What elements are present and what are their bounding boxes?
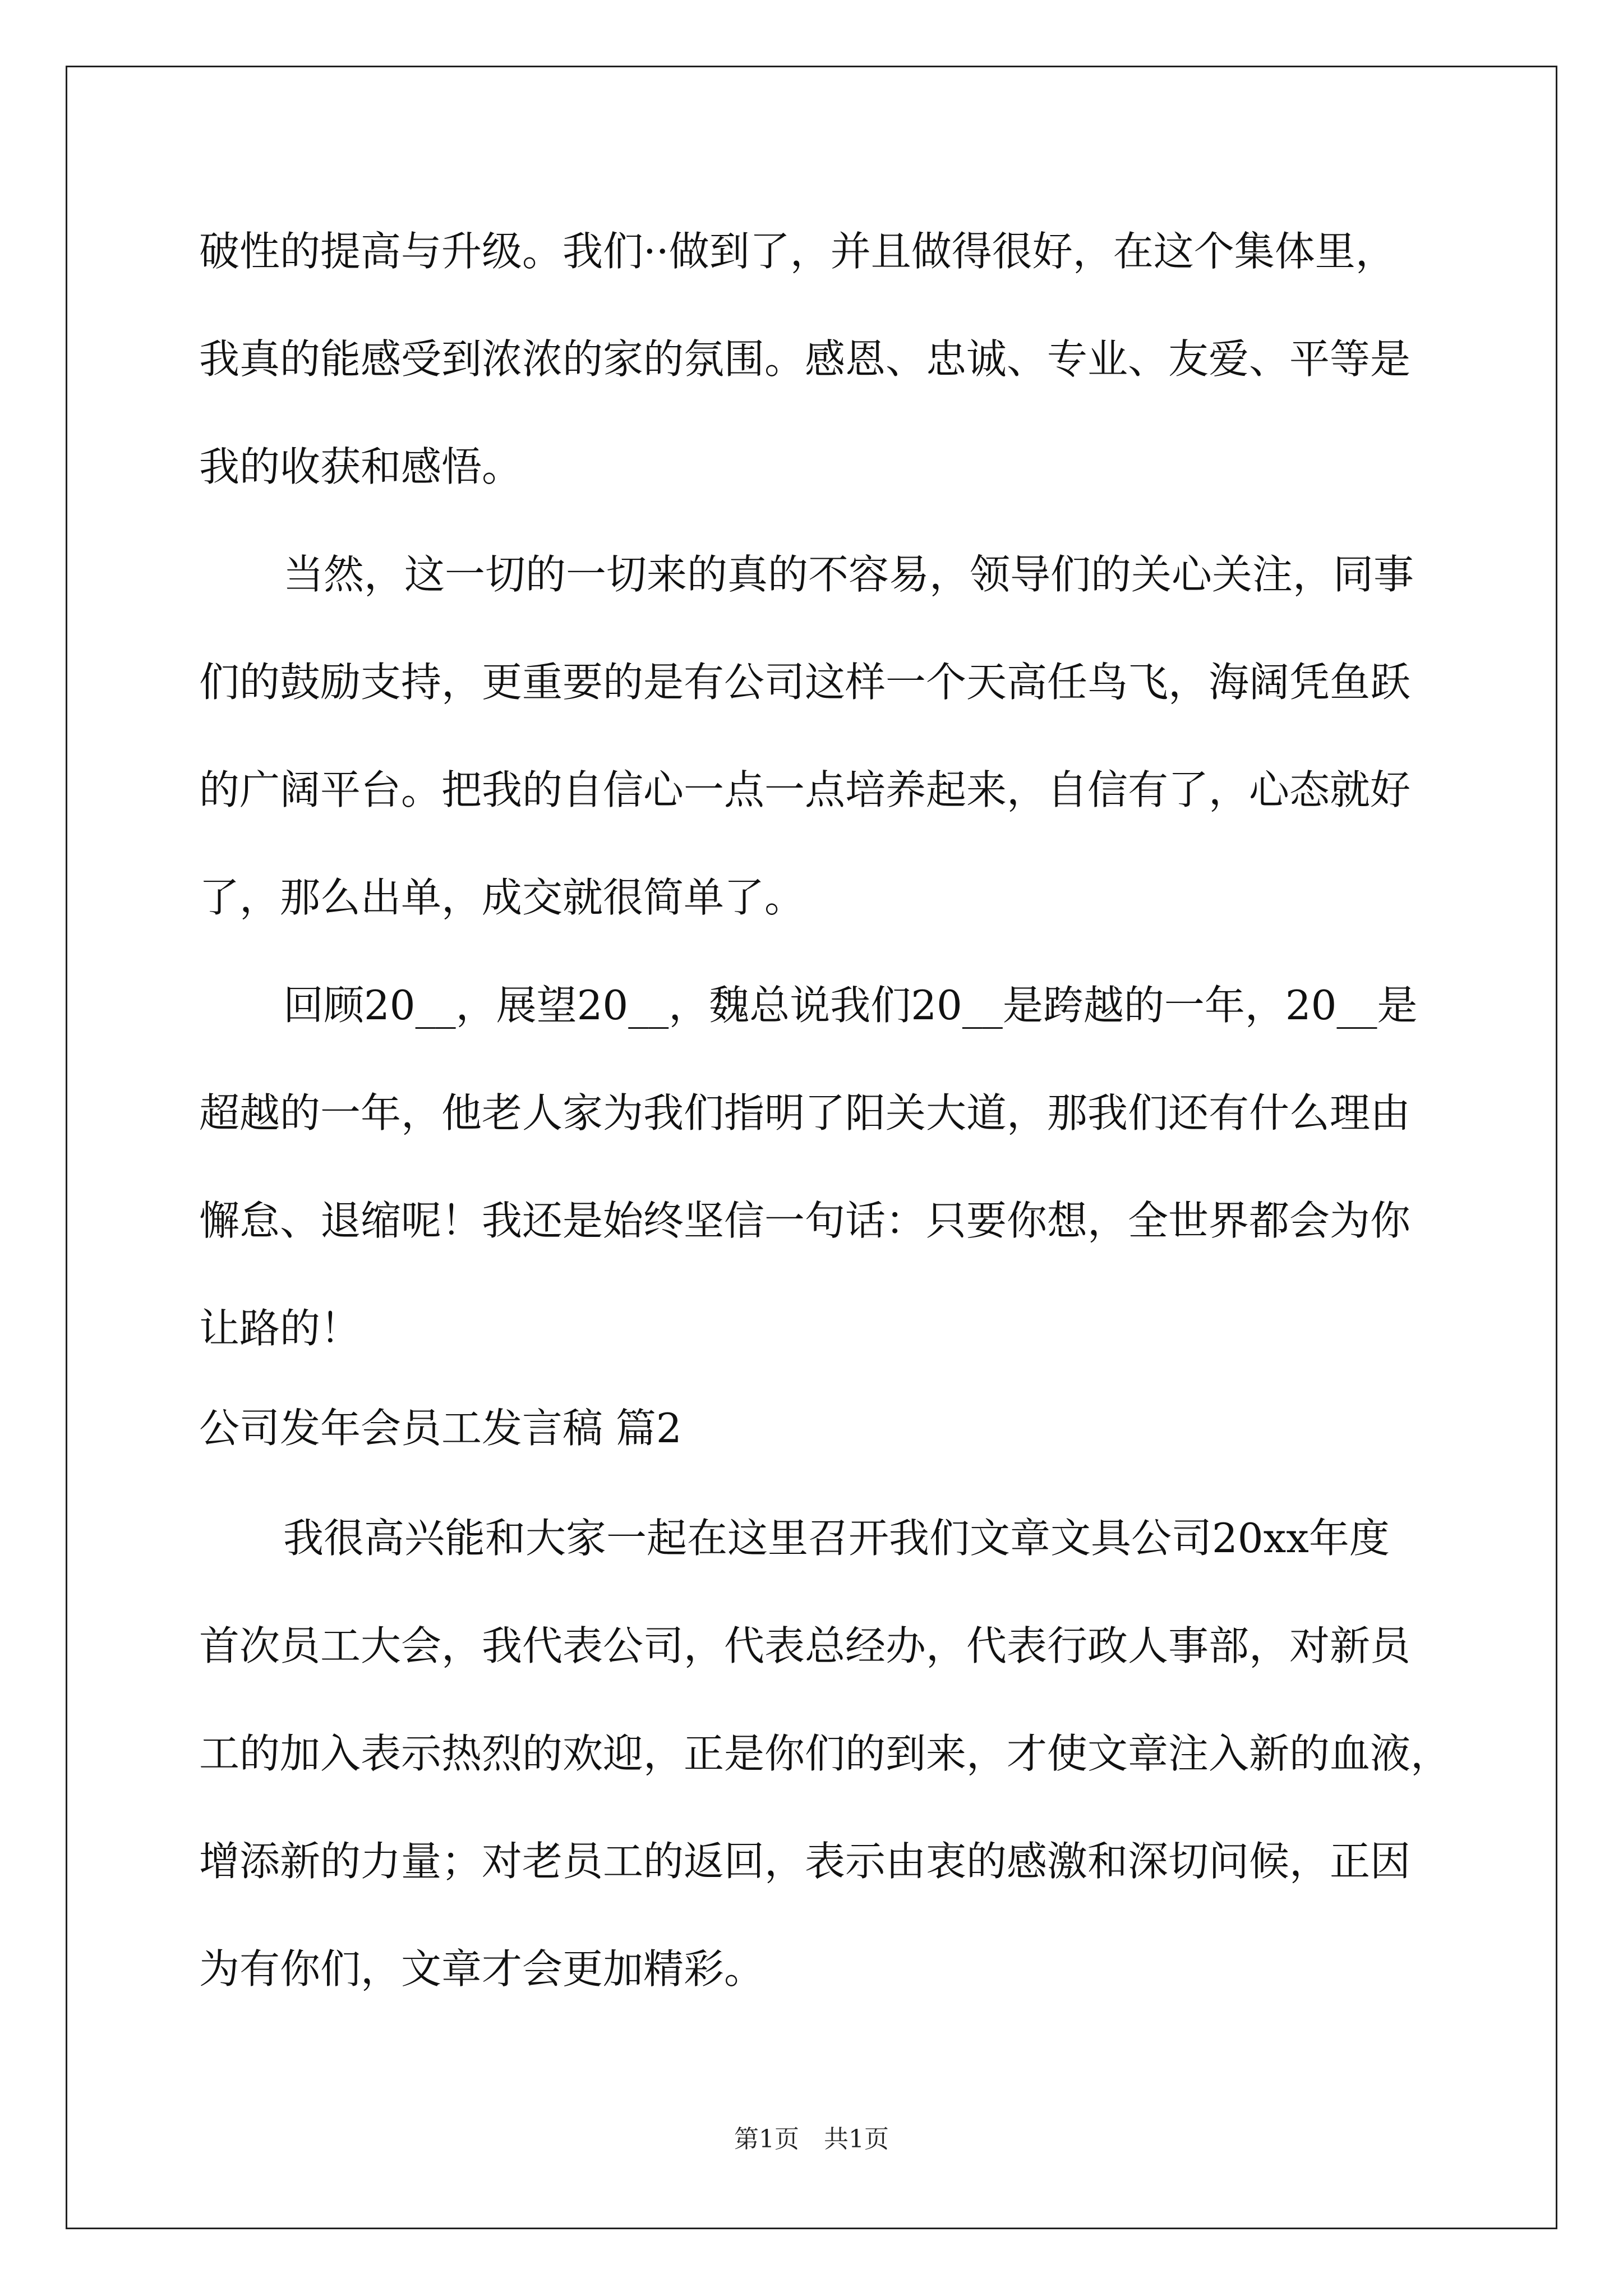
text-line-8: 回顾20__，展望20__，魏总说我们20__是跨越的一年，20__是: [283, 982, 1418, 1029]
page-footer: 第1页 共1页: [734, 2125, 889, 2154]
section-heading: 公司发年会员工发言稿 篇2: [199, 1405, 682, 1452]
text-line-5: 们的鼓励支持，更重要的是有公司这样一个天高任鸟飞，海阔凭鱼跃: [199, 659, 1411, 706]
text-line-2: 我真的能感受到浓浓的家的氛围。感恩、忠诚、专业、友爱、平等是: [199, 335, 1411, 383]
text-line-9: 超越的一年，他老人家为我们指明了阳关大道，那我们还有什么理由: [199, 1089, 1411, 1137]
text-line-6: 的广阔平台。把我的自信心一点一点培养起来，自信有了，心态就好: [199, 766, 1411, 813]
text-line-15: 增添新的力量；对老员工的返回，表示由衷的感激和深切问候，正因: [199, 1838, 1411, 1885]
text-line-16: 为有你们，文章才会更加精彩。: [199, 1945, 765, 1993]
text-line-11: 让路的！: [199, 1305, 361, 1352]
text-line-3: 我的收获和感悟。: [199, 443, 523, 490]
text-line-13: 首次员工大会，我代表公司，代表总经办，代表行政人事部，对新员: [199, 1622, 1411, 1669]
text-line-12: 我很高兴能和大家一起在这里召开我们文章文具公司20xx年度: [283, 1515, 1390, 1562]
text-line-7: 了，那么出单，成交就很简单了。: [199, 874, 805, 921]
text-line-10: 懈怠、退缩呢！我还是始终坚信一句话：只要你想，全世界都会为你: [199, 1197, 1411, 1244]
text-line-4: 当然，这一切的一切来的真的不容易，领导们的关心关注，同事: [283, 551, 1414, 598]
text-line-1: 破性的提高与升级。我们··做到了，并且做得很好，在这个集体里，: [199, 228, 1396, 275]
page-border: [66, 66, 1557, 2229]
text-line-14: 工的加入表示热烈的欢迎，正是你们的到来，才使文章注入新的血液，: [199, 1730, 1451, 1777]
